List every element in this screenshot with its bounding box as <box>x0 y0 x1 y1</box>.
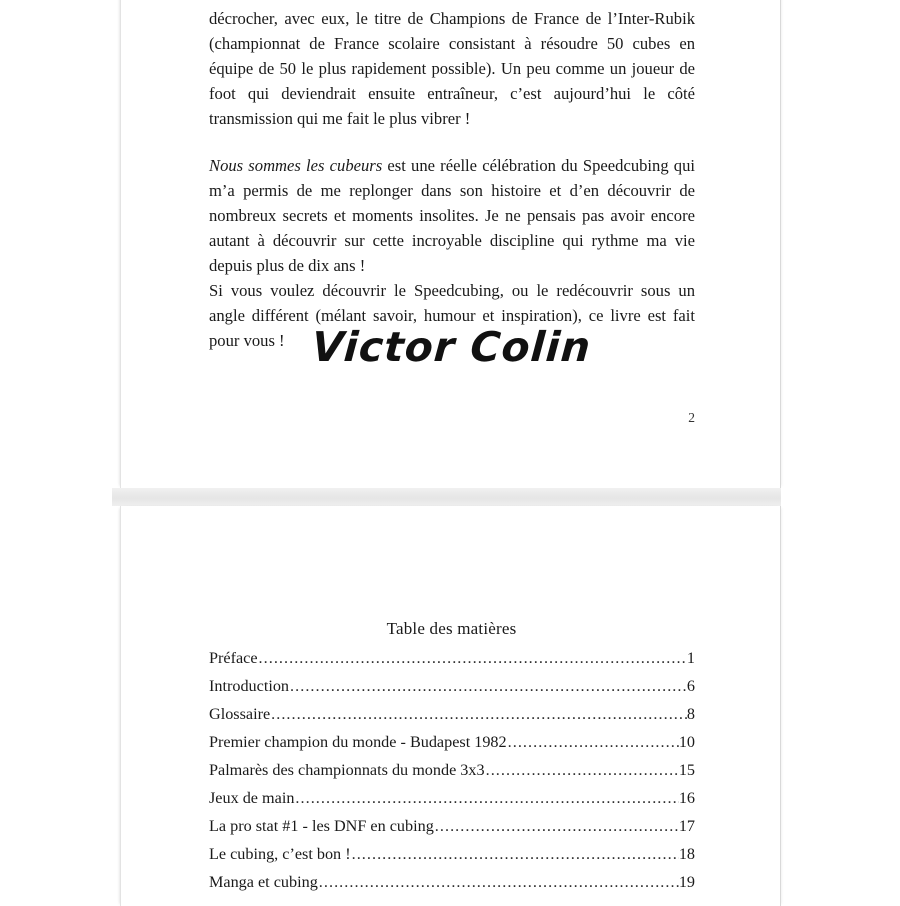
toc-dot-leader <box>352 840 679 868</box>
body-paragraph-2-rest: est une réelle célébration du Speedcubing qui m’a permis de me replonger dans son histoire et d’en découvrir de nombreux secrets et moments insolites. Je ne pensais pas avoir encore autant à découvrir sur cette incroyable discipline qui rythme ma vie depuis plus de dix ans ! <box>209 156 696 275</box>
toc-dot-leader <box>271 700 687 728</box>
toc-entry-page: 19 <box>678 873 695 891</box>
body-paragraph-1: décrocher, avec eux, le titre de Champions de France de l’Inter-Rubik (championnat de France scolaire consistant à résoudre 50 cubes en équipe de 50 le plus rapidement possible). Un peu comme un joueur de foot qui deviendrait ensuite entraîneur, c’est aujourd’hui le côté transmission qui me fait le plus vibrer ! <box>209 9 695 128</box>
toc-entry-label: Glossaire <box>209 705 271 723</box>
toc-entry-page: 6 <box>686 677 695 695</box>
toc-dot-leader <box>290 672 687 700</box>
toc-entry-label: La pro stat #1 - les DNF en cubing <box>209 817 434 835</box>
document-page-2 <box>120 506 781 906</box>
table-of-contents-title: Table des matières <box>386 619 517 638</box>
toc-entry[interactable] <box>209 644 695 672</box>
toc-dot-leader <box>319 868 679 896</box>
toc-entry[interactable] <box>209 728 695 756</box>
toc-entry[interactable] <box>209 672 695 700</box>
toc-dot-leader <box>259 644 687 672</box>
toc-entry-page: 16 <box>678 789 695 807</box>
page-separator-band <box>112 488 781 506</box>
table-of-contents-list <box>209 644 695 896</box>
toc-dot-leader <box>435 812 679 840</box>
toc-entry-page: 10 <box>678 733 695 751</box>
toc-entry-page: 18 <box>678 845 695 863</box>
toc-entry-page: 15 <box>678 761 695 779</box>
toc-entry-label: Le cubing, c’est bon ! <box>209 845 351 863</box>
toc-entry[interactable] <box>209 812 695 840</box>
toc-entry[interactable] <box>209 840 695 868</box>
toc-dot-leader <box>508 728 679 756</box>
toc-entry[interactable] <box>209 784 695 812</box>
author-signature: Victor Colin <box>310 323 593 371</box>
toc-entry-page: 8 <box>686 705 695 723</box>
toc-entry-label: Premier champion du monde - Budapest 1982 <box>209 733 507 751</box>
toc-entry[interactable] <box>209 756 695 784</box>
page-number-folio: 2 <box>688 410 695 425</box>
page-1-text-block <box>209 6 695 353</box>
toc-entry[interactable] <box>209 868 695 896</box>
toc-dot-leader <box>486 756 679 784</box>
toc-entry-label: Manga et cubing <box>209 873 318 891</box>
toc-entry-label: Introduction <box>209 677 290 695</box>
document-page-1 <box>120 0 781 488</box>
toc-entry-label: Jeux de main <box>209 789 295 807</box>
toc-entry-label: Préface <box>209 649 258 667</box>
body-paragraph-3: Si vous voulez découvrir le Speedcubing, ou le redécouvrir sous un angle différent (mélant savoir, humour et inspiration), ce livre est fait pour vous ! <box>209 281 695 350</box>
toc-entry-page: 17 <box>678 817 695 835</box>
toc-entry-page: 1 <box>686 649 695 667</box>
book-title-italic: Nous sommes les cubeurs <box>209 156 383 175</box>
toc-entry-label: Palmarès des championnats du monde 3x3 <box>209 761 485 779</box>
toc-entry[interactable] <box>209 700 695 728</box>
body-paragraph-2 <box>209 153 695 278</box>
toc-dot-leader <box>295 784 678 812</box>
